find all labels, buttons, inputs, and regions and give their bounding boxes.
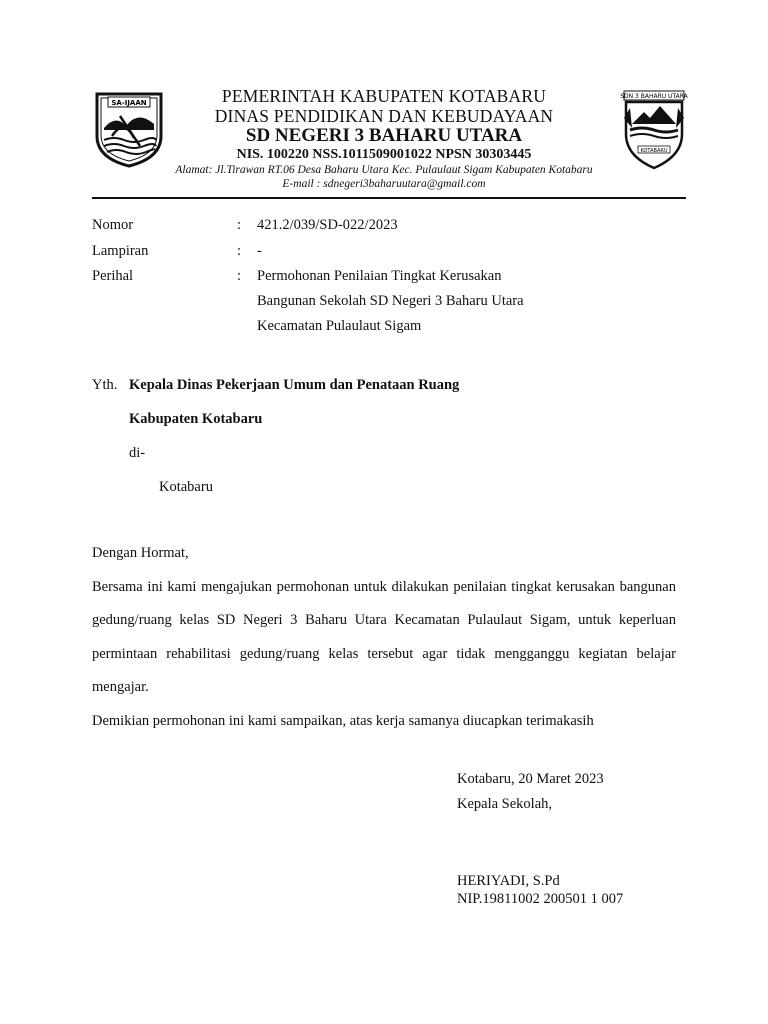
closing-sentence: Demikian permohonan ini kami sampaikan, atas kerja samanya diucapkan terimakasih: [92, 713, 594, 729]
lampiran-value: -: [257, 243, 262, 259]
perihal-colon: :: [237, 268, 242, 284]
recipient-region: Kabupaten Kotabaru: [129, 411, 263, 427]
school-identifiers: NIS. 100220 NSS.1011509001022 NPSN 30303445: [236, 147, 532, 162]
school-logo: [620, 88, 688, 170]
recipient-place: Kotabaru: [159, 479, 213, 495]
lampiran-label: Lampiran: [92, 243, 149, 259]
nomor-colon: :: [237, 217, 242, 233]
yth-label: Yth.: [92, 377, 118, 393]
greeting: Dengan Hormat,: [92, 545, 189, 561]
svg-text:SA-IJAAN: SA-IJAAN: [111, 99, 147, 107]
recipient-title: Kepala Dinas Pekerjaan Umum dan Penataan Ruang: [129, 377, 460, 393]
department-name: DINAS PENDIDIKAN DAN KEBUDAYAAN: [214, 106, 554, 126]
body-paragraph: Bersama ini kami mengajukan permohonan untuk dilakukan penilaian tingkat kerusakan bangunan gedung/ruang kelas SD Negeri 3 Baharu Utara Kecamatan Pulaulaut Sigam, untuk keperluan permintaan rehabilitasi gedung/ruang kelas tersebut agar tidak mengganggu kegiatan belajar mengajar.: [92, 579, 676, 695]
nomor-value: 421.2/039/SD-022/2023: [257, 217, 398, 233]
perihal-line: Permohonan Penilaian Tingkat Kerusakan: [257, 268, 502, 284]
school-email: E-mail : sdnegeri3baharuutara@gmail.com: [282, 178, 486, 190]
perihal-label: Perihal: [92, 268, 134, 284]
lampiran-colon: :: [237, 243, 242, 259]
recipient-di: di-: [129, 445, 146, 461]
school-address: Alamat: Jl.Tirawan RT.06 Desa Baharu Utara Kec. Pulaulaut Sigam Kabupaten Kotabaru: [175, 164, 593, 176]
perihal-line: Kecamatan Pulaulaut Sigam: [257, 318, 422, 334]
nomor-label: Nomor: [92, 217, 134, 233]
signer-name: HERIYADI, S.Pd: [457, 873, 560, 889]
perihal-line: Bangunan Sekolah SD Negeri 3 Baharu Utara: [257, 293, 524, 309]
place-date: Kotabaru, 20 Maret 2023: [457, 771, 604, 787]
svg-text:SDN 3 BAHARU UTARA: SDN 3 BAHARU UTARA: [620, 93, 688, 100]
government-name: PEMERINTAH KABUPATEN KOTABARU: [221, 86, 547, 106]
school-name: SD NEGERI 3 BAHARU UTARA: [245, 125, 523, 146]
signer-nip: NIP.19811002 200501 1 007: [457, 891, 624, 907]
letterhead-rule: [92, 197, 686, 199]
signer-position: Kepala Sekolah,: [457, 796, 553, 812]
svg-text:KOTABARU: KOTABARU: [640, 148, 668, 154]
